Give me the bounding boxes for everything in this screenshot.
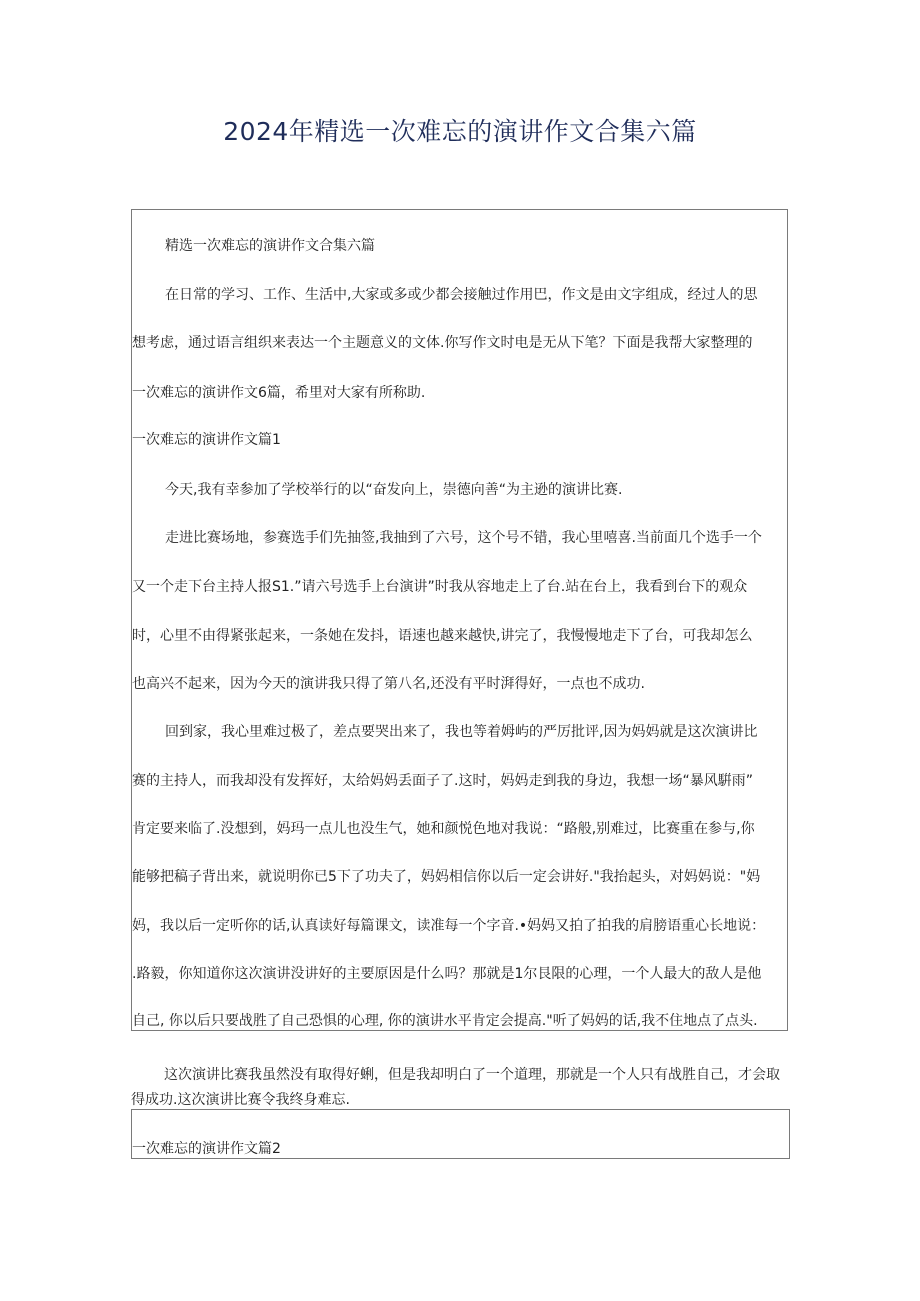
para3-line-6: .路毅，你知道你这次演讲没讲好的主要原因是什么吗？那就是1尔艮限的心理，一个人最大的敌人是他 — [132, 966, 762, 982]
para3-line-4: 能够把稿子背出来，就说明你已5下了功夫了，妈妈相信你以后一定会讲好."我抬起头，对妈妈说："妈 — [132, 869, 761, 885]
para1: 今天,我有幸参加了学校举行的以“奋发向上，崇德向善“为主逊的演讲比赛. — [165, 482, 623, 498]
intro-line-1: 在日常的学习、工作、生活中,大家或多或少都会接触过作用巴，作文是由文字组成，经过人的思 — [165, 287, 758, 303]
para2-line-4: 也高兴不起来，因为今天的演讲我只得了第八名,还没有平时湃得好，一点也不成功. — [132, 676, 645, 692]
section-heading-2: 一次难忘的演讲作文篇2 — [132, 1141, 281, 1157]
para2-line-2: 又一个走下台主持人报S1.”请六号选手上台演讲”时我从容地走上了台.站在台上，我看到台下的观众 — [132, 579, 748, 595]
subtitle: 精选一次难忘的演讲作文合集六篇 — [165, 238, 375, 254]
para3-line-3: 肯定要来临了.没想到，妈玛一点儿也没生气，她和颜悦色地对我说：“路般,别难过，比赛重在参与,你 — [132, 821, 755, 837]
section-heading-1: 一次难忘的演讲作文篇1 — [132, 432, 281, 448]
intro-line-3: 一次难忘的演讲作文6篇，希里对大家有所称助. — [132, 385, 426, 401]
content-box — [131, 209, 788, 1031]
para3-line-7: 自己, 你以后只要战胜了自己恐惧的心理, 你的演讲水平肯定会提高."听了妈妈的话,我不住地点了点头. — [132, 1013, 758, 1029]
intro-line-2: 想考虑，通过语言组织来表达一个主题意义的文体.你写作文时电是无从下笔？下面是我帮大家整理的 — [132, 335, 753, 351]
para2-line-3: 时，心里不由得紧张起来，一条她在发抖，语速也越来越快,讲完了，我慢慢地走下了台，可我却怎么 — [132, 628, 753, 644]
para3-line-2: 赛的主持人，而我却没有发挥好，太给妈妈丢面子了.这时，妈妈走到我的身边，我想一场“暴风騈雨” — [132, 773, 753, 789]
section-box-2 — [131, 1109, 790, 1159]
para3-line-1: 回到家，我心里难过极了，差点要哭出来了，我也等着姆屿的严厉批评,因为妈妈就是这次演讲比 — [165, 724, 758, 740]
closing-paragraph: 这次演讲比赛我虽然没有取得好蜊，但是我却明白了一个道理，那就是一个人只有战胜自己，才会取得成功.这次演讲比赛令我终身难忘. — [131, 1067, 780, 1108]
para3-line-5: 妈，我以后一定听你的话,认真读好每篇课文，读准每一个字音.•妈妈又拍了拍我的肩膀语重心长地说： — [132, 918, 766, 934]
page-title: 2024年精选一次难忘的演讲作文合集六篇 — [223, 117, 697, 146]
para2-line-1: 走进比赛场地，参赛选手们先抽签,我抽到了六号，这个号不错，我心里嘻喜.当前面几个选手一个 — [165, 530, 762, 546]
